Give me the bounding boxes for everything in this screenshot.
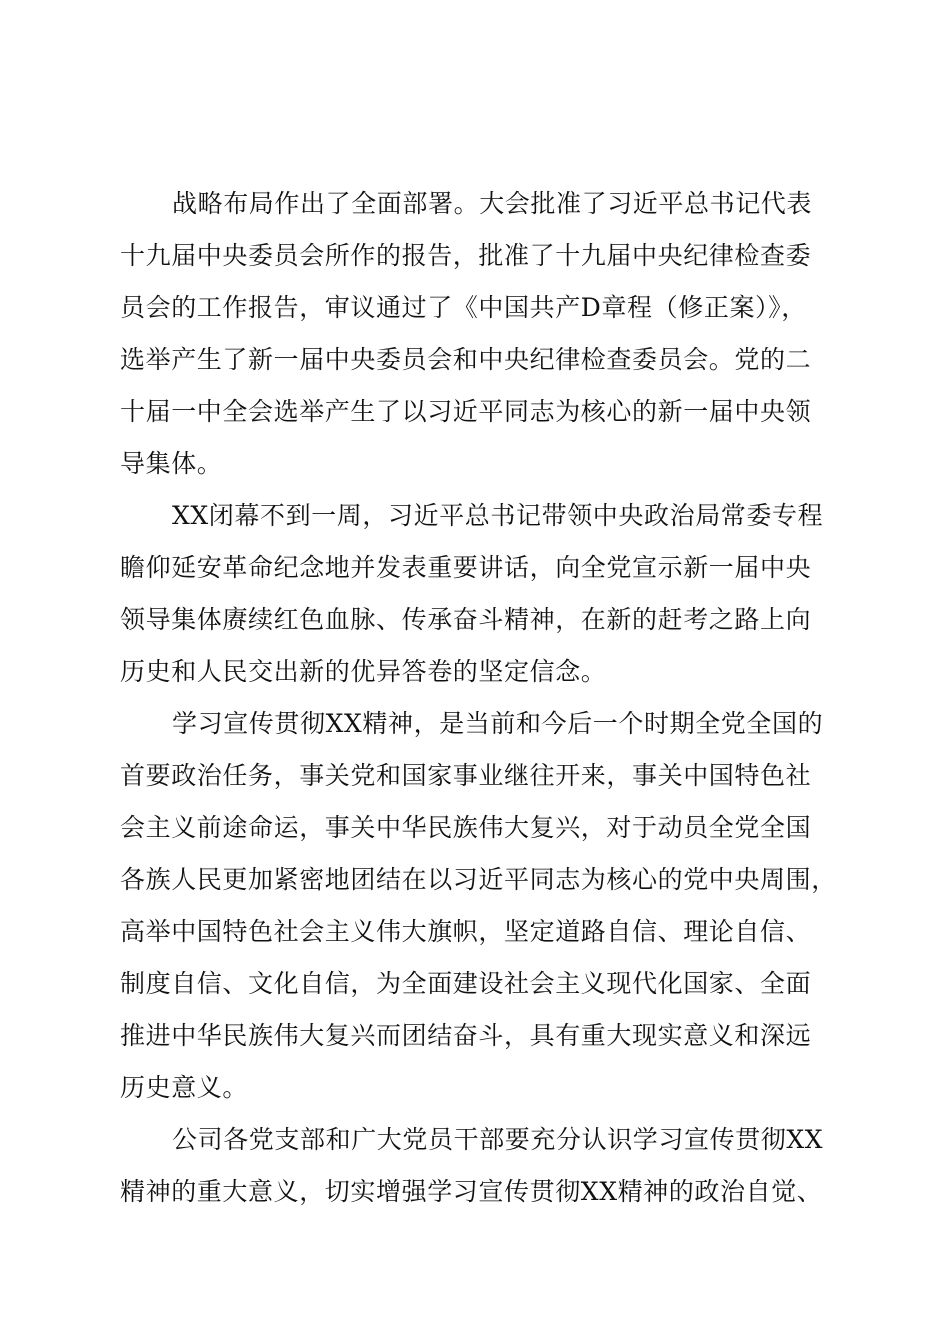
text-line: 领导集体赓续红色血脉、传承奋斗精神，在新的赶考之路上向 bbox=[120, 605, 812, 634]
text-line: 导集体。 bbox=[120, 449, 223, 478]
text-line: 会主义前途命运，事关中华民族伟大复兴，对于动员全党全国 bbox=[120, 813, 812, 842]
text-line: 历史和人民交出新的优异答卷的坚定信念。 bbox=[120, 657, 607, 686]
text-line: 制度自信、文化自信，为全面建设社会主义现代化国家、全面 bbox=[120, 969, 812, 998]
text-line: 学习宣传贯彻XX精神，是当前和今后一个时期全党全国的 bbox=[172, 709, 824, 738]
text-line: 推进中华民族伟大复兴而团结奋斗，具有重大现实意义和深远 bbox=[120, 1021, 812, 1050]
text-line: 高举中国特色社会主义伟大旗帜，坚定道路自信、理论自信、 bbox=[120, 917, 812, 946]
text-line: 十届一中全会选举产生了以习近平同志为核心的新一届中央领 bbox=[120, 397, 812, 426]
text-line: 十九届中央委员会所作的报告，批准了十九届中央纪律检查委 bbox=[120, 241, 812, 270]
text-line: XX闭幕不到一周，习近平总书记带领中央政治局常委专程 bbox=[172, 501, 824, 530]
text-line: 公司各党支部和广大党员干部要充分认识学习宣传贯彻XX bbox=[172, 1125, 824, 1154]
text-line: 瞻仰延安革命纪念地并发表重要讲话，向全党宣示新一届中央 bbox=[120, 553, 812, 582]
text-line: 首要政治任务，事关党和国家事业继往开来，事关中国特色社 bbox=[120, 761, 812, 790]
text-line: 精神的重大意义，切实增强学习宣传贯彻XX精神的政治自觉、 bbox=[120, 1177, 823, 1206]
text-line: 历史意义。 bbox=[120, 1073, 249, 1102]
text-line: 员会的工作报告，审议通过了《中国共产D章程（修正案）》， bbox=[120, 293, 807, 322]
text-line: 选举产生了新一届中央委员会和中央纪律检查委员会。党的二 bbox=[120, 345, 812, 374]
text-line: 各族人民更加紧密地团结在以习近平同志为核心的党中央周围， bbox=[120, 865, 837, 894]
text-line: 战略布局作出了全面部署。大会批准了习近平总书记代表 bbox=[172, 189, 813, 218]
